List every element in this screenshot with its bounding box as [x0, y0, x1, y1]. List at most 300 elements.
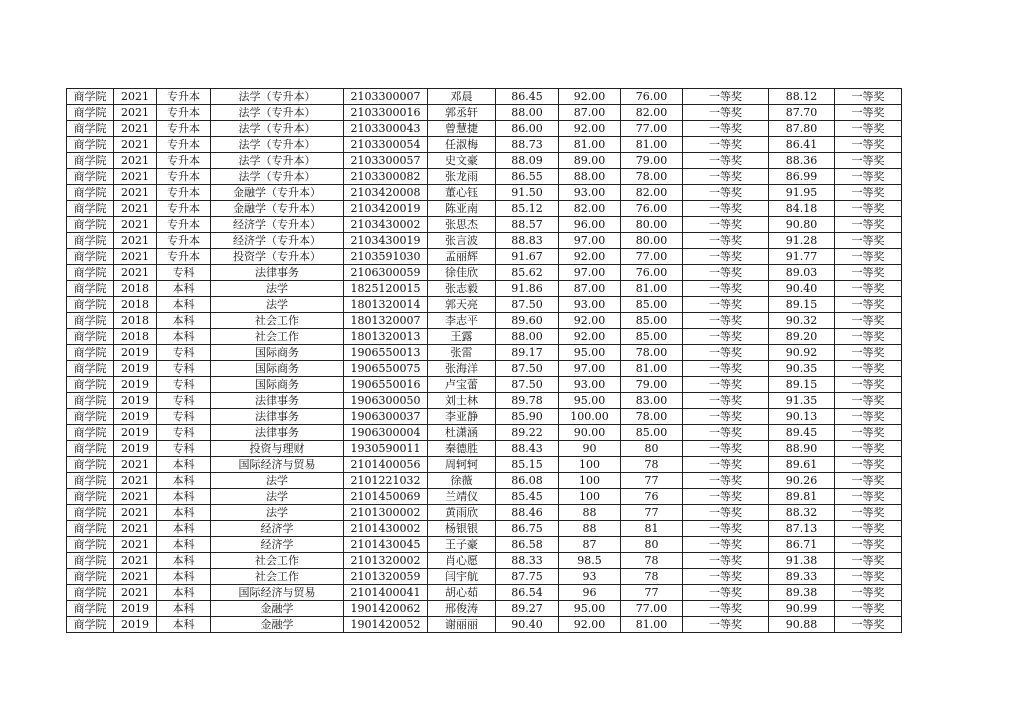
cell-college: 商学院 [67, 553, 114, 569]
cell-name: 郭丞轩 [428, 105, 496, 121]
table-row [67, 265, 902, 281]
cell-score-b: 88.00 [559, 169, 621, 185]
cell-score-c: 78.00 [621, 169, 683, 185]
cell-score-b: 87.00 [559, 281, 621, 297]
cell-total: 89.20 [769, 329, 835, 345]
cell-student-id: 1901420052 [344, 617, 428, 633]
table-row [67, 137, 902, 153]
cell-student-id: 2103300043 [344, 121, 428, 137]
table-row [67, 617, 902, 633]
cell-level: 专升本 [157, 185, 211, 201]
cell-name: 王露 [428, 329, 496, 345]
table-row [67, 553, 902, 569]
cell-major: 金融学 [211, 601, 344, 617]
cell-level: 本科 [157, 297, 211, 313]
cell-score-a: 88.00 [496, 329, 559, 345]
cell-name: 兰靖仪 [428, 489, 496, 505]
cell-total: 88.90 [769, 441, 835, 457]
cell-total: 90.35 [769, 361, 835, 377]
award-table [66, 88, 902, 633]
cell-student-id: 1906550075 [344, 361, 428, 377]
cell-college: 商学院 [67, 153, 114, 169]
cell-award-b: 一等奖 [835, 505, 902, 521]
cell-award-a: 一等奖 [683, 345, 769, 361]
cell-level: 专科 [157, 265, 211, 281]
cell-award-b: 一等奖 [835, 121, 902, 137]
cell-level: 专升本 [157, 89, 211, 105]
cell-major: 法学 [211, 281, 344, 297]
cell-award-b: 一等奖 [835, 441, 902, 457]
table-row [67, 489, 902, 505]
cell-score-b: 88 [559, 521, 621, 537]
cell-score-c: 81.00 [621, 617, 683, 633]
cell-score-a: 85.62 [496, 265, 559, 281]
table-row [67, 169, 902, 185]
cell-score-b: 82.00 [559, 201, 621, 217]
cell-award-a: 一等奖 [683, 217, 769, 233]
cell-score-b: 87.00 [559, 105, 621, 121]
cell-total: 89.15 [769, 297, 835, 313]
cell-award-a: 一等奖 [683, 265, 769, 281]
cell-year: 2021 [114, 489, 157, 505]
cell-college: 商学院 [67, 137, 114, 153]
cell-total: 87.13 [769, 521, 835, 537]
cell-score-b: 93 [559, 569, 621, 585]
cell-level: 专科 [157, 393, 211, 409]
cell-total: 91.35 [769, 393, 835, 409]
cell-level: 专科 [157, 345, 211, 361]
cell-score-c: 81 [621, 521, 683, 537]
cell-student-id: 1906300037 [344, 409, 428, 425]
table-row [67, 233, 902, 249]
cell-award-a: 一等奖 [683, 537, 769, 553]
cell-score-b: 95.00 [559, 393, 621, 409]
cell-score-a: 88.73 [496, 137, 559, 153]
cell-score-c: 85.00 [621, 297, 683, 313]
cell-score-b: 95.00 [559, 601, 621, 617]
cell-name: 孟丽辉 [428, 249, 496, 265]
cell-student-id: 2103300016 [344, 105, 428, 121]
cell-student-id: 1825120015 [344, 281, 428, 297]
cell-score-b: 89.00 [559, 153, 621, 169]
cell-score-b: 93.00 [559, 185, 621, 201]
cell-name: 王子豪 [428, 537, 496, 553]
cell-score-c: 80 [621, 537, 683, 553]
cell-total: 88.36 [769, 153, 835, 169]
cell-college: 商学院 [67, 345, 114, 361]
cell-student-id: 1906550016 [344, 377, 428, 393]
cell-major: 法律事务 [211, 409, 344, 425]
table-row [67, 521, 902, 537]
cell-name: 徐佳欣 [428, 265, 496, 281]
cell-college: 商学院 [67, 329, 114, 345]
table-row [67, 201, 902, 217]
cell-student-id: 2103300057 [344, 153, 428, 169]
cell-major: 金融学 [211, 617, 344, 633]
cell-total: 91.77 [769, 249, 835, 265]
cell-award-a: 一等奖 [683, 521, 769, 537]
cell-score-c: 77 [621, 473, 683, 489]
cell-major: 社会工作 [211, 313, 344, 329]
cell-year: 2021 [114, 585, 157, 601]
cell-award-b: 一等奖 [835, 617, 902, 633]
cell-total: 91.95 [769, 185, 835, 201]
cell-student-id: 2103300007 [344, 89, 428, 105]
cell-score-c: 82.00 [621, 185, 683, 201]
cell-major: 法律事务 [211, 425, 344, 441]
cell-award-b: 一等奖 [835, 233, 902, 249]
cell-award-a: 一等奖 [683, 137, 769, 153]
cell-total: 89.45 [769, 425, 835, 441]
cell-level: 专升本 [157, 201, 211, 217]
cell-year: 2019 [114, 393, 157, 409]
cell-score-b: 87 [559, 537, 621, 553]
cell-award-b: 一等奖 [835, 185, 902, 201]
table-row [67, 121, 902, 137]
cell-college: 商学院 [67, 361, 114, 377]
cell-award-a: 一等奖 [683, 457, 769, 473]
cell-score-c: 77.00 [621, 249, 683, 265]
cell-award-a: 一等奖 [683, 585, 769, 601]
table-row [67, 393, 902, 409]
cell-score-a: 85.45 [496, 489, 559, 505]
cell-award-a: 一等奖 [683, 329, 769, 345]
cell-score-a: 89.60 [496, 313, 559, 329]
cell-score-b: 92.00 [559, 313, 621, 329]
cell-score-a: 85.12 [496, 201, 559, 217]
cell-award-a: 一等奖 [683, 441, 769, 457]
cell-major: 投资学（专升本） [211, 249, 344, 265]
cell-level: 本科 [157, 601, 211, 617]
cell-student-id: 1906300004 [344, 425, 428, 441]
cell-name: 陈亚南 [428, 201, 496, 217]
cell-name: 刘士林 [428, 393, 496, 409]
cell-award-b: 一等奖 [835, 345, 902, 361]
cell-award-b: 一等奖 [835, 425, 902, 441]
cell-year: 2018 [114, 313, 157, 329]
cell-score-a: 91.50 [496, 185, 559, 201]
cell-year: 2021 [114, 537, 157, 553]
cell-score-b: 97.00 [559, 265, 621, 281]
cell-award-b: 一等奖 [835, 281, 902, 297]
cell-award-b: 一等奖 [835, 217, 902, 233]
cell-award-b: 一等奖 [835, 153, 902, 169]
cell-year: 2021 [114, 553, 157, 569]
cell-award-a: 一等奖 [683, 201, 769, 217]
cell-total: 89.03 [769, 265, 835, 281]
cell-college: 商学院 [67, 457, 114, 473]
cell-total: 88.12 [769, 89, 835, 105]
table-row [67, 601, 902, 617]
cell-score-a: 88.57 [496, 217, 559, 233]
cell-total: 90.92 [769, 345, 835, 361]
cell-award-b: 一等奖 [835, 537, 902, 553]
cell-award-b: 一等奖 [835, 585, 902, 601]
cell-name: 邓晨 [428, 89, 496, 105]
cell-award-a: 一等奖 [683, 249, 769, 265]
cell-college: 商学院 [67, 505, 114, 521]
cell-award-a: 一等奖 [683, 489, 769, 505]
table-row [67, 329, 902, 345]
table-row [67, 281, 902, 297]
cell-college: 商学院 [67, 585, 114, 601]
cell-award-b: 一等奖 [835, 489, 902, 505]
cell-college: 商学院 [67, 441, 114, 457]
cell-student-id: 2101400056 [344, 457, 428, 473]
cell-college: 商学院 [67, 89, 114, 105]
cell-score-c: 78 [621, 457, 683, 473]
cell-student-id: 2103430019 [344, 233, 428, 249]
table-row [67, 105, 902, 121]
cell-student-id: 2101430002 [344, 521, 428, 537]
cell-score-b: 95.00 [559, 345, 621, 361]
cell-award-a: 一等奖 [683, 361, 769, 377]
cell-score-a: 87.50 [496, 377, 559, 393]
cell-level: 专科 [157, 409, 211, 425]
cell-score-a: 88.00 [496, 105, 559, 121]
cell-score-a: 91.67 [496, 249, 559, 265]
cell-year: 2021 [114, 521, 157, 537]
cell-award-a: 一等奖 [683, 89, 769, 105]
cell-college: 商学院 [67, 473, 114, 489]
cell-score-a: 88.09 [496, 153, 559, 169]
cell-year: 2018 [114, 297, 157, 313]
table-row [67, 473, 902, 489]
cell-total: 90.88 [769, 617, 835, 633]
cell-student-id: 2103420008 [344, 185, 428, 201]
table-row [67, 425, 902, 441]
cell-award-a: 一等奖 [683, 297, 769, 313]
table-row [67, 185, 902, 201]
cell-score-b: 98.5 [559, 553, 621, 569]
cell-award-b: 一等奖 [835, 313, 902, 329]
cell-score-c: 78 [621, 553, 683, 569]
cell-score-a: 90.40 [496, 617, 559, 633]
cell-score-b: 100 [559, 489, 621, 505]
cell-score-a: 89.27 [496, 601, 559, 617]
cell-major: 法律事务 [211, 265, 344, 281]
cell-score-a: 85.90 [496, 409, 559, 425]
cell-score-a: 89.17 [496, 345, 559, 361]
cell-score-c: 77 [621, 585, 683, 601]
cell-major: 经济学 [211, 521, 344, 537]
cell-award-b: 一等奖 [835, 601, 902, 617]
cell-level: 专升本 [157, 249, 211, 265]
cell-student-id: 2101221032 [344, 473, 428, 489]
table-row [67, 249, 902, 265]
table-row [67, 585, 902, 601]
cell-award-b: 一等奖 [835, 409, 902, 425]
cell-score-b: 93.00 [559, 297, 621, 313]
cell-major: 法学 [211, 473, 344, 489]
cell-major: 法学（专升本） [211, 169, 344, 185]
cell-year: 2021 [114, 473, 157, 489]
cell-level: 本科 [157, 489, 211, 505]
cell-name: 徐薇 [428, 473, 496, 489]
cell-score-c: 78.00 [621, 345, 683, 361]
cell-award-a: 一等奖 [683, 393, 769, 409]
cell-student-id: 1906300050 [344, 393, 428, 409]
cell-major: 法学 [211, 505, 344, 521]
table-row [67, 313, 902, 329]
cell-score-b: 100 [559, 457, 621, 473]
cell-award-a: 一等奖 [683, 553, 769, 569]
table-row [67, 217, 902, 233]
table-row [67, 409, 902, 425]
cell-college: 商学院 [67, 185, 114, 201]
cell-score-a: 87.50 [496, 361, 559, 377]
cell-award-b: 一等奖 [835, 377, 902, 393]
cell-award-a: 一等奖 [683, 409, 769, 425]
cell-name: 李志平 [428, 313, 496, 329]
cell-award-a: 一等奖 [683, 121, 769, 137]
cell-college: 商学院 [67, 377, 114, 393]
cell-award-a: 一等奖 [683, 569, 769, 585]
cell-year: 2021 [114, 217, 157, 233]
cell-student-id: 2101320059 [344, 569, 428, 585]
cell-level: 专升本 [157, 137, 211, 153]
cell-year: 2021 [114, 169, 157, 185]
cell-year: 2021 [114, 457, 157, 473]
cell-award-a: 一等奖 [683, 153, 769, 169]
cell-total: 90.32 [769, 313, 835, 329]
cell-total: 87.80 [769, 121, 835, 137]
cell-level: 本科 [157, 505, 211, 521]
cell-student-id: 1801320013 [344, 329, 428, 345]
cell-year: 2021 [114, 249, 157, 265]
cell-name: 张海洋 [428, 361, 496, 377]
cell-award-b: 一等奖 [835, 265, 902, 281]
cell-award-a: 一等奖 [683, 313, 769, 329]
cell-award-b: 一等奖 [835, 521, 902, 537]
cell-name: 秦德胜 [428, 441, 496, 457]
cell-award-b: 一等奖 [835, 201, 902, 217]
cell-major: 经济学（专升本） [211, 233, 344, 249]
cell-name: 张思杰 [428, 217, 496, 233]
cell-score-b: 96 [559, 585, 621, 601]
cell-level: 专升本 [157, 105, 211, 121]
table-body [67, 89, 902, 633]
cell-name: 李亚静 [428, 409, 496, 425]
cell-student-id: 2101320002 [344, 553, 428, 569]
cell-award-b: 一等奖 [835, 569, 902, 585]
cell-score-c: 79.00 [621, 153, 683, 169]
cell-year: 2021 [114, 505, 157, 521]
cell-award-a: 一等奖 [683, 233, 769, 249]
cell-score-c: 76.00 [621, 201, 683, 217]
cell-score-a: 87.75 [496, 569, 559, 585]
cell-level: 专升本 [157, 121, 211, 137]
cell-college: 商学院 [67, 105, 114, 121]
cell-award-b: 一等奖 [835, 361, 902, 377]
cell-score-c: 77.00 [621, 601, 683, 617]
table-row [67, 569, 902, 585]
cell-score-a: 88.46 [496, 505, 559, 521]
cell-level: 本科 [157, 585, 211, 601]
cell-level: 专科 [157, 441, 211, 457]
cell-year: 2018 [114, 281, 157, 297]
cell-total: 89.15 [769, 377, 835, 393]
cell-student-id: 2101430045 [344, 537, 428, 553]
cell-year: 2021 [114, 89, 157, 105]
cell-score-b: 92.00 [559, 329, 621, 345]
cell-score-b: 100 [559, 473, 621, 489]
cell-level: 本科 [157, 553, 211, 569]
cell-major: 国际商务 [211, 377, 344, 393]
cell-award-a: 一等奖 [683, 617, 769, 633]
cell-score-b: 93.00 [559, 377, 621, 393]
cell-major: 经济学 [211, 537, 344, 553]
cell-major: 国际商务 [211, 345, 344, 361]
cell-score-c: 85.00 [621, 329, 683, 345]
cell-major: 法学 [211, 489, 344, 505]
table-row [67, 457, 902, 473]
cell-award-a: 一等奖 [683, 105, 769, 121]
cell-name: 肖心愿 [428, 553, 496, 569]
cell-level: 本科 [157, 313, 211, 329]
cell-major: 法学（专升本） [211, 121, 344, 137]
cell-college: 商学院 [67, 201, 114, 217]
cell-score-b: 92.00 [559, 617, 621, 633]
cell-award-b: 一等奖 [835, 329, 902, 345]
cell-college: 商学院 [67, 569, 114, 585]
cell-student-id: 2103300082 [344, 169, 428, 185]
cell-score-c: 77 [621, 505, 683, 521]
cell-name: 史文豪 [428, 153, 496, 169]
cell-total: 91.28 [769, 233, 835, 249]
cell-major: 国际经济与贸易 [211, 457, 344, 473]
cell-major: 金融学（专升本） [211, 185, 344, 201]
cell-level: 本科 [157, 521, 211, 537]
cell-student-id: 1930590011 [344, 441, 428, 457]
table-row [67, 537, 902, 553]
table-row [67, 361, 902, 377]
cell-name: 周轲轲 [428, 457, 496, 473]
cell-year: 2019 [114, 409, 157, 425]
cell-score-b: 92.00 [559, 121, 621, 137]
cell-college: 商学院 [67, 217, 114, 233]
cell-score-c: 80.00 [621, 233, 683, 249]
cell-major: 社会工作 [211, 553, 344, 569]
cell-score-c: 83.00 [621, 393, 683, 409]
cell-level: 本科 [157, 329, 211, 345]
cell-score-a: 89.78 [496, 393, 559, 409]
cell-year: 2021 [114, 233, 157, 249]
cell-award-b: 一等奖 [835, 137, 902, 153]
cell-name: 卢宝蕾 [428, 377, 496, 393]
cell-award-a: 一等奖 [683, 473, 769, 489]
cell-year: 2019 [114, 617, 157, 633]
cell-year: 2021 [114, 185, 157, 201]
cell-level: 专科 [157, 377, 211, 393]
cell-score-c: 82.00 [621, 105, 683, 121]
cell-year: 2021 [114, 121, 157, 137]
cell-award-a: 一等奖 [683, 185, 769, 201]
cell-score-a: 86.54 [496, 585, 559, 601]
cell-award-a: 一等奖 [683, 281, 769, 297]
cell-student-id: 2103591030 [344, 249, 428, 265]
cell-total: 86.71 [769, 537, 835, 553]
table-row [67, 377, 902, 393]
cell-award-b: 一等奖 [835, 457, 902, 473]
cell-award-a: 一等奖 [683, 377, 769, 393]
cell-college: 商学院 [67, 409, 114, 425]
cell-student-id: 2106300059 [344, 265, 428, 281]
cell-total: 90.26 [769, 473, 835, 489]
cell-year: 2019 [114, 345, 157, 361]
cell-score-c: 76.00 [621, 89, 683, 105]
cell-college: 商学院 [67, 121, 114, 137]
